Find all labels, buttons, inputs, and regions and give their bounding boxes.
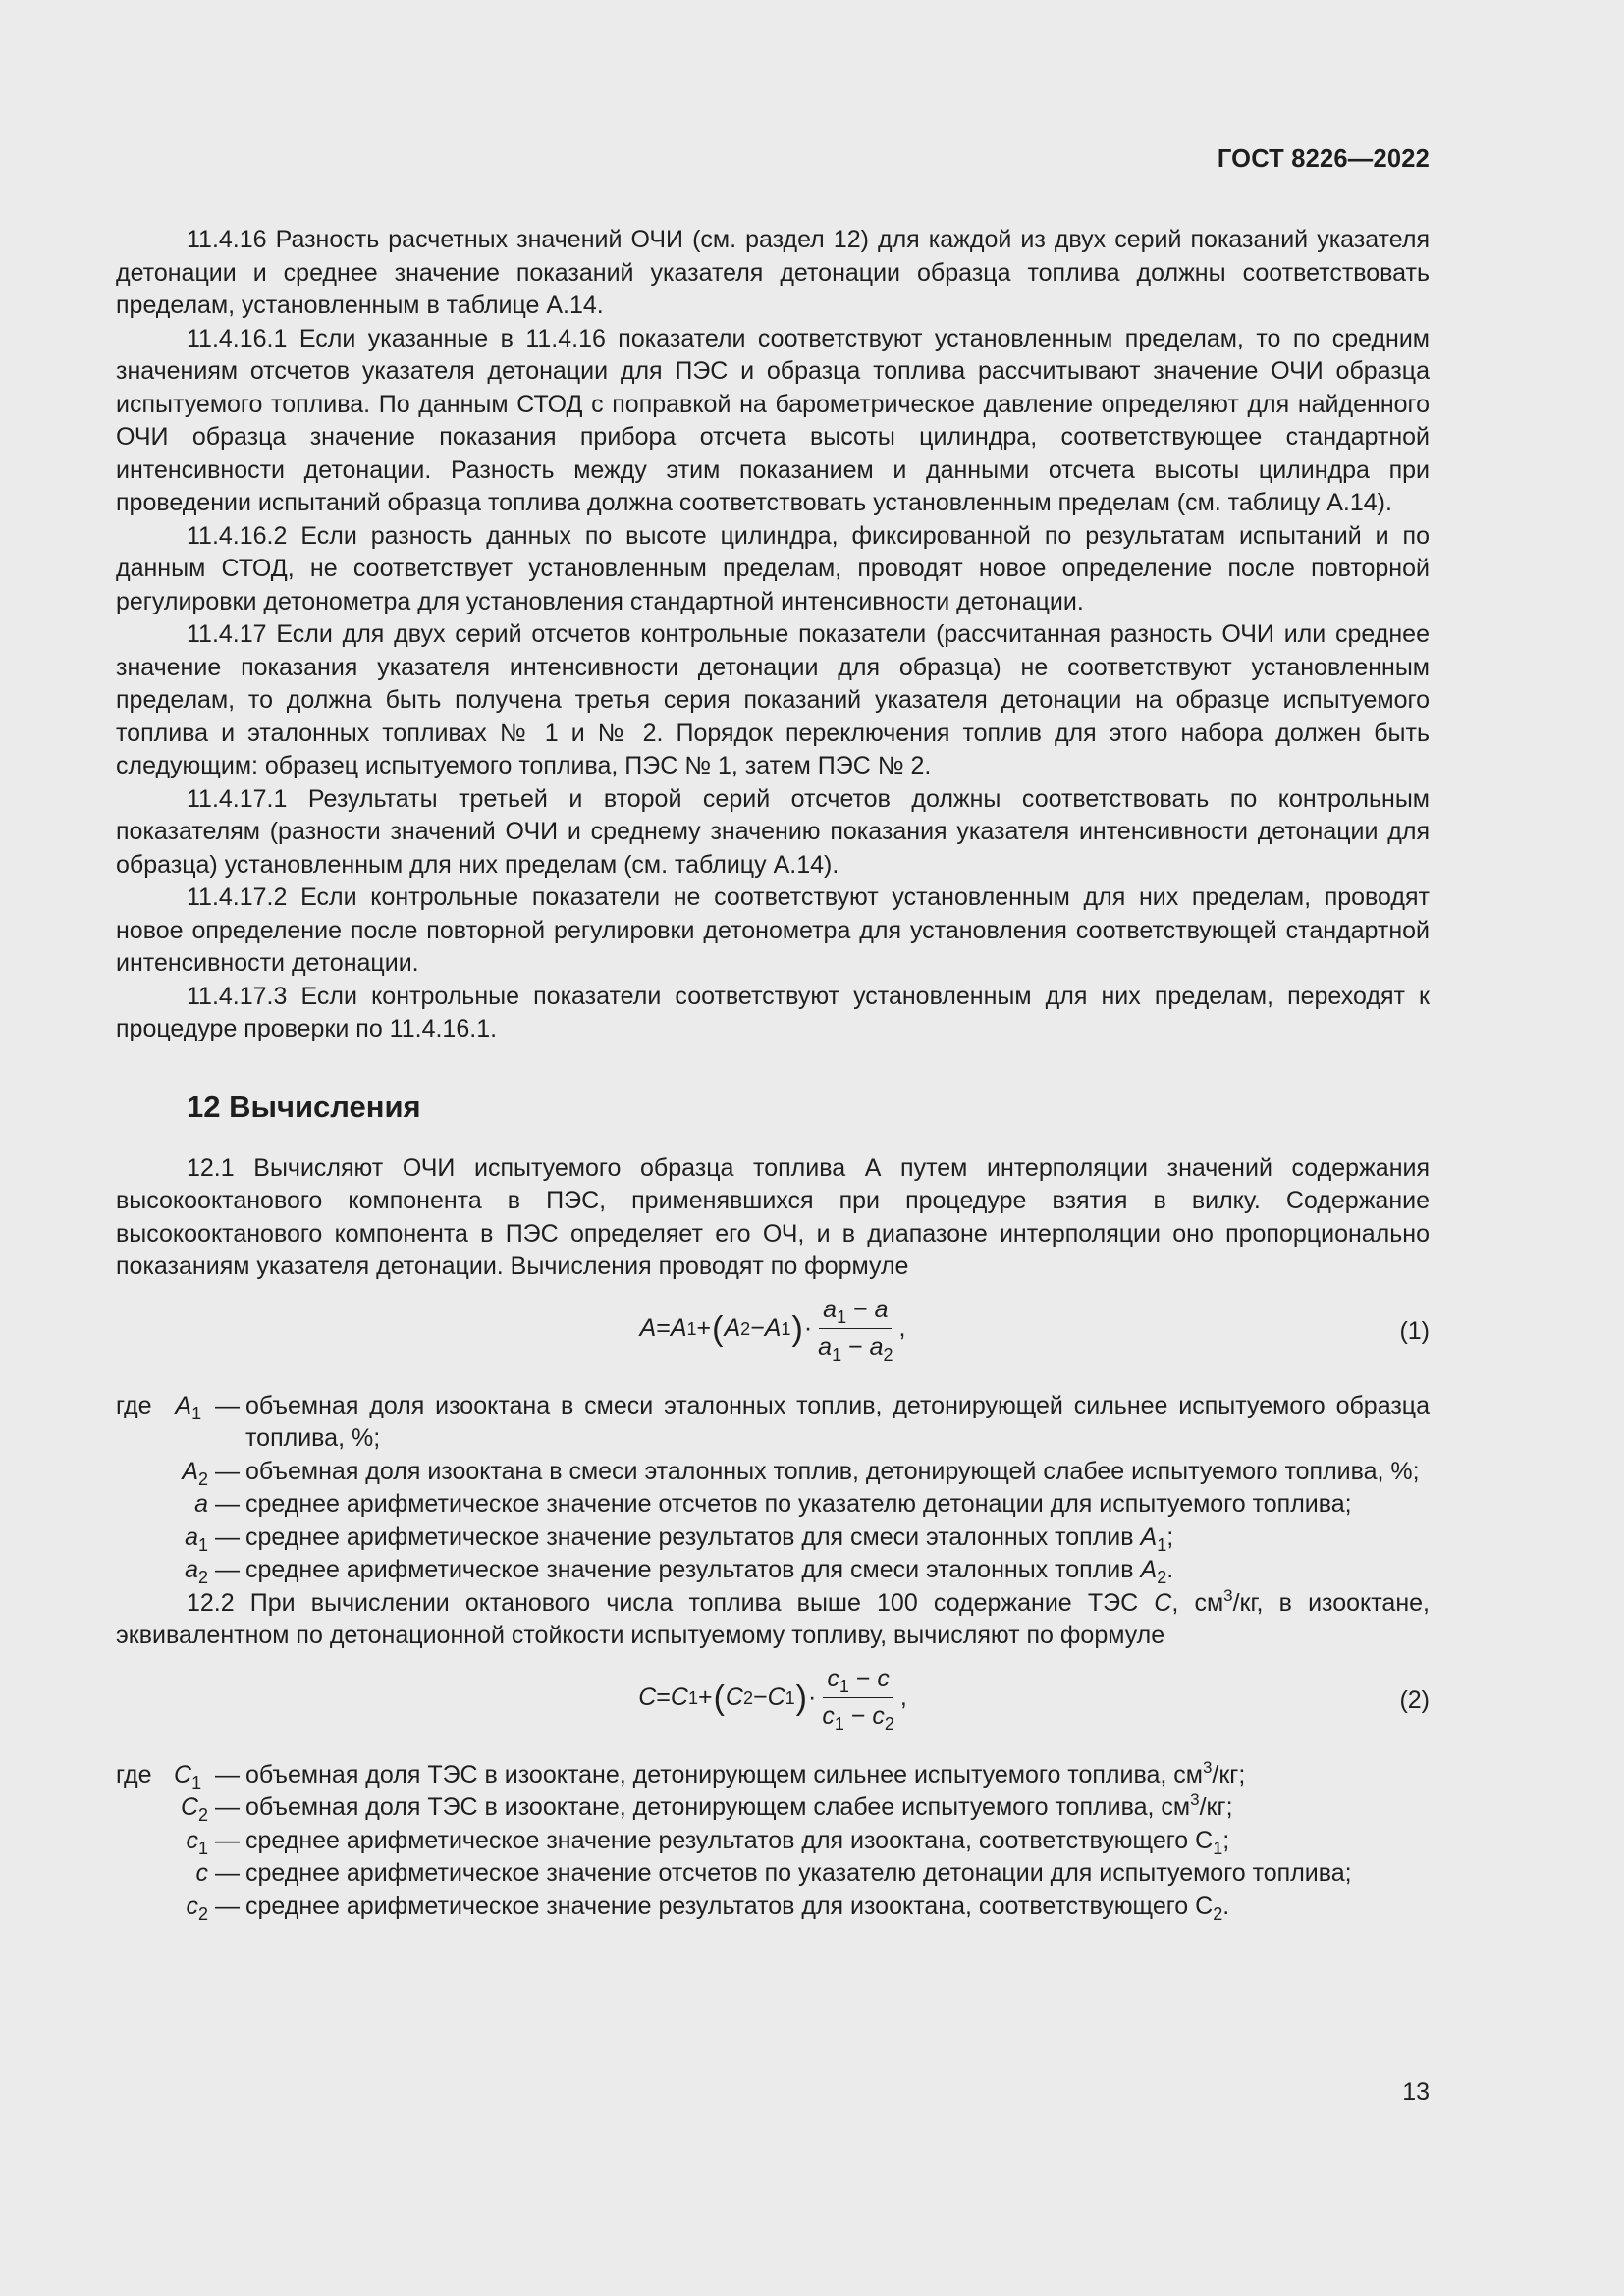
legend-item: где $C_1$ — объемная доля ТЭС в изооктане, детонирующем сильнее испытуемого топлива, $см^3/кг$;: [116, 1757, 1246, 1792]
legend-item: где $A_1$ — объемная доля изооктана в смеси эталонных топлив, детонирующей сильнее испытуемого образца топлива, %;: [116, 1391, 1430, 1452]
legend-item: a — среднее арифметическое значение отсчетов по указателю детонации для испытуемого топлива;: [194, 1490, 1352, 1518]
formula-1-fraction: $\frac{a_1 - a}{a_1 - a_2}$: [818, 1295, 893, 1364]
paragraph-11-4-17: 11.4.17 Если для двух серий отсчетов контрольные показатели (рассчитанная разность ОЧИ или среднее значение показания указателя интенсивности детонации для образца) не соответствуют установленным пределам, то должна быть получена третья серия показаний указателя детонации на образце испытуемого топлива и эталонных топливах № 1 и № 2. Порядок переключения топлив для этого набора должен быть следующим: образец испытуемого топлива, ПЭС № 1, затем ПЭС № 2.: [116, 620, 1430, 779]
formula-1-legend: [116, 1390, 1430, 1587]
page-number: 13: [1402, 2078, 1430, 2106]
legend-item: $c_2$ — среднее арифметическое значение результатов для изооктана, соответствующего $С_2$.: [186, 1892, 1230, 1924]
document-code-header: ГОСТ 8226—2022: [1217, 145, 1430, 173]
equation-number-2: (2): [1399, 1685, 1430, 1714]
legend-item: c — среднее арифметическое значение отсчетов по указателю детонации для испытуемого топлива;: [195, 1859, 1352, 1887]
paragraph-12-1: 12.1 Вычисляют ОЧИ испытуемого образца топлива А путем интерполяции значений содержания высокооктанового компонента в ПЭС, применявшихся при процедуре взятия в вилку. Содержание высокооктанового компонента в ПЭС определяет его ОЧ, и в диапазоне интерполяции оно пропорционально показаниям указателя детонации. Вычисления проводят по формуле: [116, 1153, 1430, 1280]
paragraph-12-2: 12.2 При вычислении октанового числа топлива выше 100 содержание ТЭС C, $см^3/кг$, в изооктане, эквивалентном по детонационной стойкости испытуемому топливу, вычисляют по формуле: [116, 1585, 1430, 1649]
legend-item: $c_1$ — среднее арифметическое значение результатов для изооктана, соответствующего $С_1$;: [186, 1826, 1230, 1858]
page-body: [116, 224, 1430, 1923]
section-heading: 12 Вычисления: [187, 1089, 421, 1124]
paragraph-11-4-17-2: 11.4.17.2 Если контрольные показатели не соответствуют установленным для них пределам, проводят новое определение после повторной регулировки детонометра для установления соответствующей стандартной интенсивности детонации.: [116, 883, 1430, 977]
paragraph-11-4-16-2: 11.4.16.2 Если разность данных по высоте цилиндра, фиксированной по результатам испытаний и по данным СТОД, не соответствует установленным пределам, проводят новое определение после повторной регулировки детонометра для установления стандартной интенсивности детонации.: [116, 521, 1430, 615]
legend-item: $A_2$ — объемная доля изооктана в смеси эталонных топлив, детонирующей слабее испытуемого топлива, %;: [182, 1457, 1420, 1489]
formula-1: A = A 1 + ( A 2 − A 1 ) · $\frac{a_1 - a}{a_1 - a_2}$ , (1): [639, 1295, 1430, 1364]
paragraph-11-4-17-1: 11.4.17.1 Результаты третьей и второй серий отсчетов должны соответствовать по контрольным показателям (разности значений ОЧИ и среднему значению показания указателя интенсивности детонации для образца) установленным для них пределам (см. таблицу А.14).: [116, 784, 1430, 879]
paragraph-11-4-16: 11.4.16 Разность расчетных значений ОЧИ (см. раздел 12) для каждой из двух серий показаний указателя детонации и среднее значение показаний указателя детонации образца топлива должны соответствовать пределам, установленным в таблице А.14.: [116, 226, 1430, 319]
formula-2: C = C 1 + ( C 2 − C 1 ) · $\frac{c_1 - c}{c_1 - c_2}$ , (2): [638, 1664, 1430, 1734]
formula-2-fraction: $\frac{c_1 - c}{c_1 - c_2}$: [822, 1664, 894, 1734]
equation-number-1: (1): [1399, 1316, 1430, 1345]
legend-item: $a_2$ — среднее арифметическое значение результатов для смеси эталонных топлив $A_2$.: [185, 1556, 1174, 1587]
paragraph-11-4-16-1: 11.4.16.1 Если указанные в 11.4.16 показатели соответствуют установленным пределам, то по средним значениям отсчетов указателя детонации для ПЭС и образца топлива рассчитывают значение ОЧИ образца испытуемого топлива. По данным СТОД с поправкой на барометрическое давление определяют для найденного ОЧИ образца значение показания прибора отсчета высоты цилиндра, соответствующее стандартной интенсивности детонации. Разность между этим показанием и данными отсчета высоты цилиндра при проведении испытаний образца топлива должна соответствовать установленным пределам (см. таблицу А.14).: [116, 324, 1430, 516]
formula-2-legend: [116, 1759, 1430, 1924]
legend-item: $a_1$ — среднее арифметическое значение результатов для смеси эталонных топлив $A_1$;: [185, 1522, 1174, 1555]
legend-item: $C_2$ — объемная доля ТЭС в изооктане, детонирующем слабее испытуемого топлива, $см^3/кг$;: [180, 1790, 1233, 1825]
paragraph-11-4-17-3: 11.4.17.3 Если контрольные показатели соответствуют установленным для них пределам, переходят к процедуре проверки по 11.4.16.1.: [116, 982, 1430, 1042]
